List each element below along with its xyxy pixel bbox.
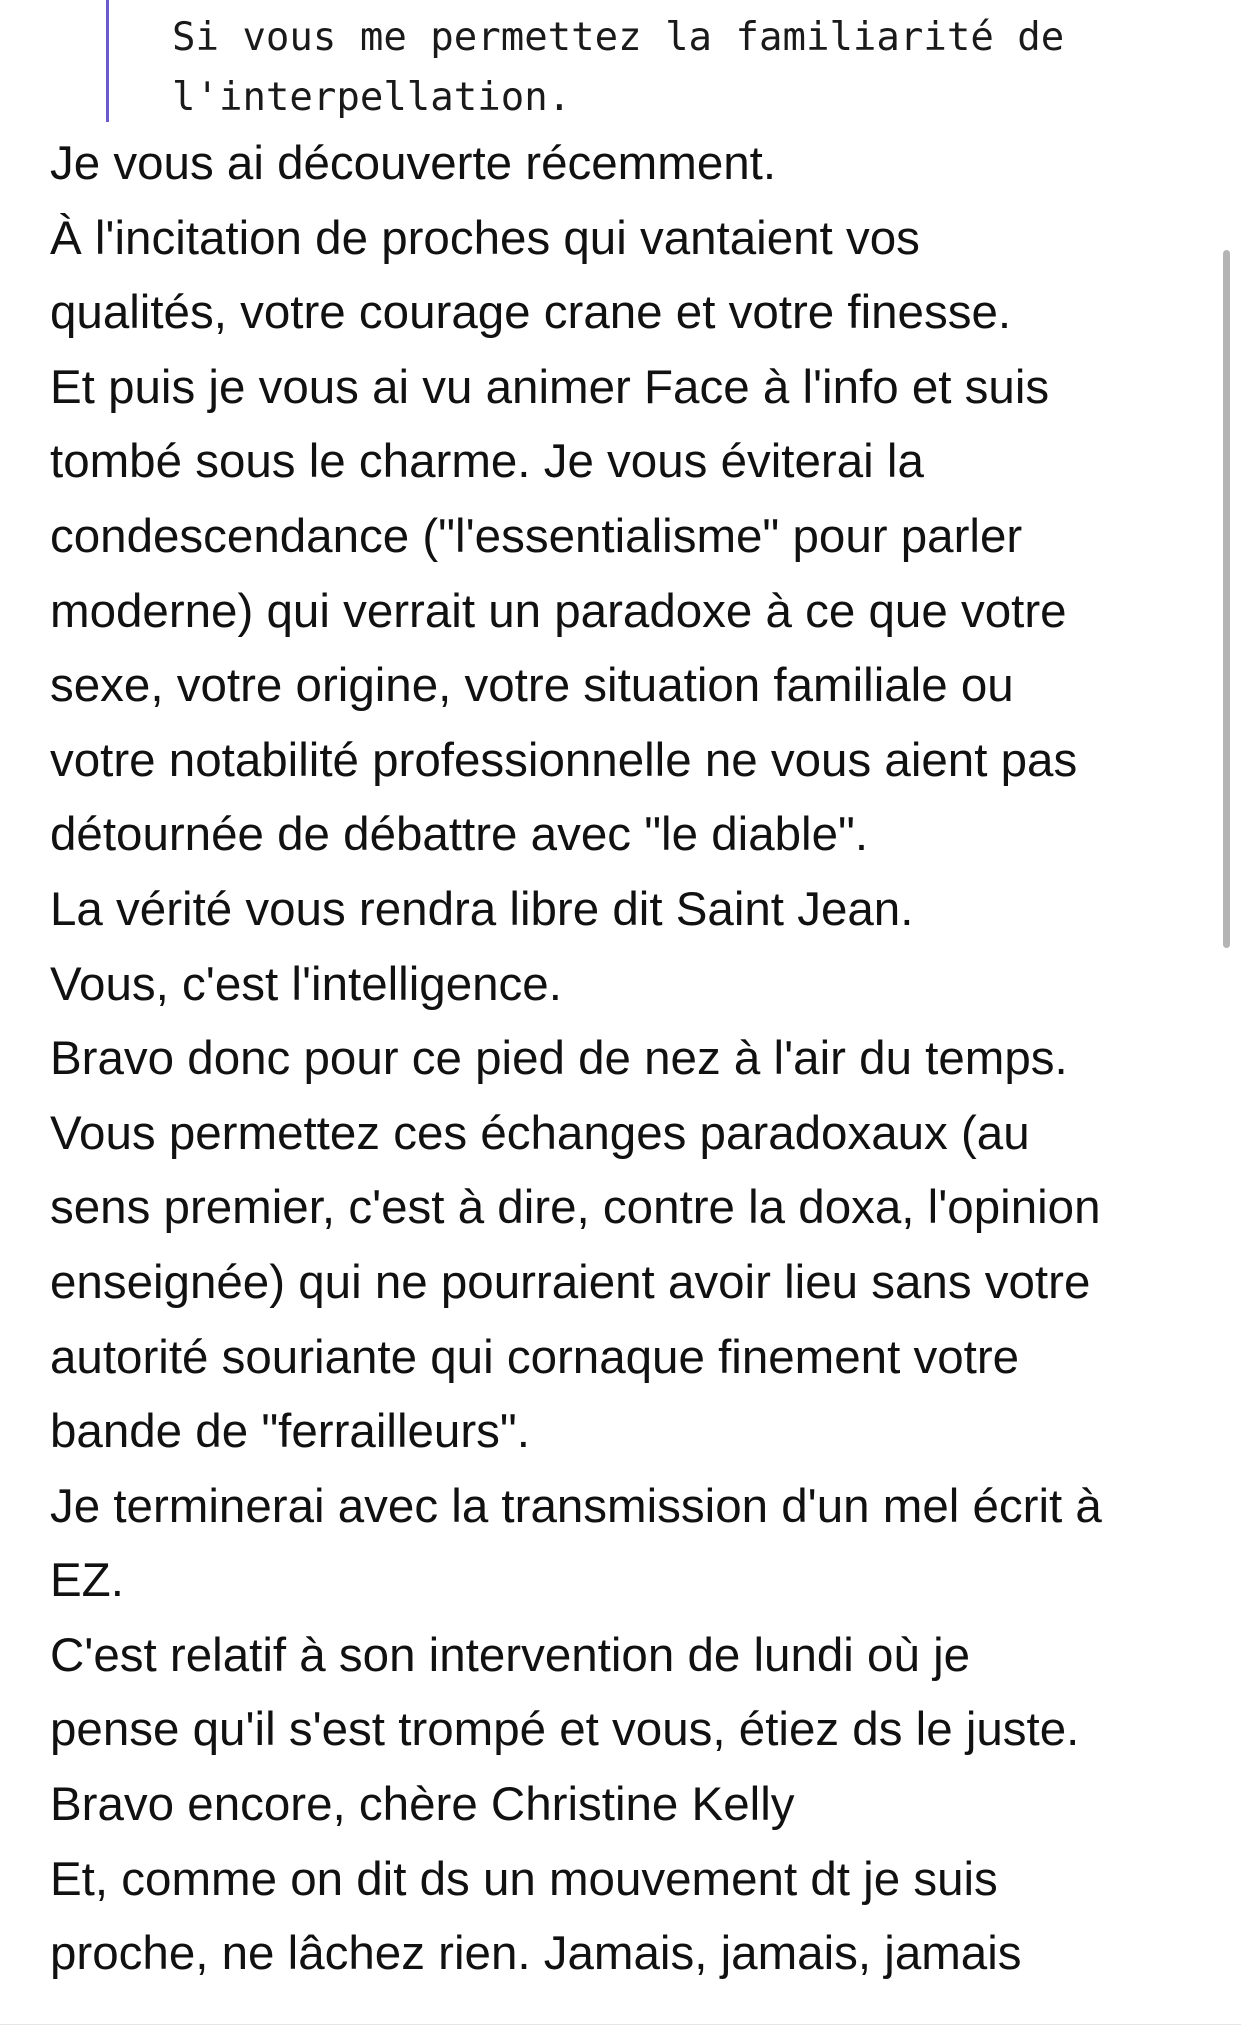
message-line: enseignée) qui ne pourraient avoir lieu sans votre <box>50 1255 1091 1309</box>
message-line: qualités, votre courage crane et votre finesse. <box>50 286 1012 340</box>
message-line: bande de "ferrailleurs". <box>50 1405 530 1459</box>
message-line: C'est relatif à son intervention de lundi où je <box>50 1628 971 1682</box>
blockquote-bar <box>106 0 109 122</box>
message-line: Bravo encore, chère Christine Kelly <box>50 1778 795 1832</box>
message-line: Et puis je vous ai vu animer Face à l'info et suis <box>50 360 1050 414</box>
message-line: pense qu'il s'est trompé et vous, étiez ds le juste. <box>50 1703 1080 1757</box>
message-line: autorité souriante qui cornaque finement votre <box>50 1330 1020 1384</box>
message-line: Bravo donc pour ce pied de nez à l'air du temps. <box>50 1032 1068 1086</box>
message-line: détournée de débattre avec "le diable". <box>50 808 869 862</box>
message-line: votre notabilité professionnelle ne vous aient pas <box>50 733 1078 787</box>
message-line: Vous, c'est l'intelligence. <box>50 957 562 1011</box>
message-line: moderne) qui verrait un paradoxe à ce que votre <box>50 584 1067 638</box>
message-line: Vous permettez ces échanges paradoxaux (au <box>50 1106 1030 1160</box>
quoted-text: Si vous me permettez la familiarité de l'interpellation. <box>172 15 1065 120</box>
message-line: EZ. <box>50 1554 124 1608</box>
message-body <box>50 127 1190 1992</box>
message-line: sexe, votre origine, votre situation familiale ou <box>50 659 1014 713</box>
message-line: À l'incitation de proches qui vantaient vos <box>50 211 920 265</box>
bottom-divider <box>0 2024 1241 2025</box>
message-line: Je vous ai découverte récemment. <box>50 137 777 190</box>
vertical-scrollbar[interactable] <box>1223 250 1230 948</box>
message-line: Et, comme on dit ds un mouvement dt je suis <box>50 1852 998 1906</box>
message-line: tombé sous le charme. Je vous éviterai la <box>50 435 924 489</box>
message-line: proche, ne lâchez rien. Jamais, jamais, jamais <box>50 1927 1022 1981</box>
message-line: condescendance ("l'essentialisme" pour parler <box>50 509 1023 563</box>
message-line: sens premier, c'est à dire, contre la doxa, l'opinion <box>50 1181 1101 1235</box>
message-line: Je terminerai avec la transmission d'un mel écrit à <box>50 1479 1102 1533</box>
message-line: La vérité vous rendra libre dit Saint Jean. <box>50 882 914 936</box>
